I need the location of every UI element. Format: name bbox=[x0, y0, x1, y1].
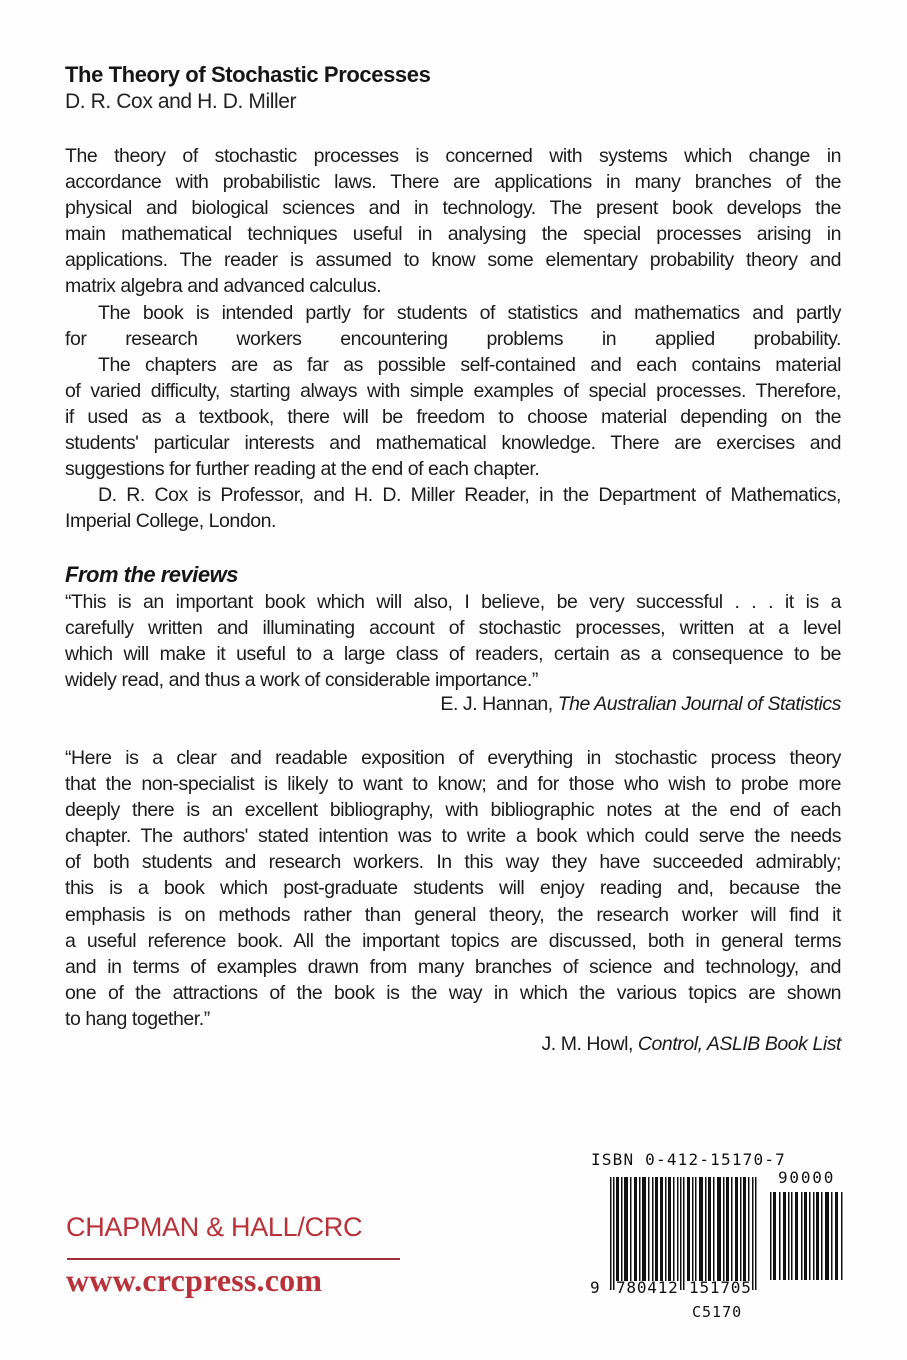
catalog-code: C5170 bbox=[692, 1303, 743, 1321]
description-line: suggestions for further reading at the end of each chapter. bbox=[65, 458, 540, 481]
description-line: The chapters are as far as possible self-contained and each contains material bbox=[98, 353, 841, 376]
review-line: one of the attractions of the book is the way in which the various topics are shown bbox=[65, 981, 841, 1004]
review-attribution bbox=[440, 693, 841, 716]
review-line: that the non-specialist is likely to want to know; and for those who wish to probe more bbox=[65, 773, 841, 796]
description-line: main mathematical techniques useful in analysing the special processes arising in bbox=[65, 223, 841, 246]
reviews-heading: From the reviews bbox=[65, 562, 238, 587]
review-line: “Here is a clear and readable exposition of everything in stochastic process theory bbox=[65, 747, 841, 769]
review-line: widely read, and thus a work of considerable importance.” bbox=[65, 669, 538, 692]
ean-remaining-digits: 780412 151705 bbox=[616, 1278, 752, 1297]
review-quote bbox=[65, 589, 841, 693]
book-authors: D. R. Cox and H. D. Miller bbox=[65, 90, 297, 113]
description-line: The theory of stochastic processes is concerned with systems which change in bbox=[65, 145, 841, 167]
review-quote bbox=[65, 745, 841, 1032]
description-line: D. R. Cox is Professor, and H. D. Miller Reader, in the Department of Mathematics, bbox=[98, 484, 841, 507]
reviewer-name: E. J. Hannan, bbox=[440, 693, 558, 715]
ean-barcode-bars-icon bbox=[610, 1177, 758, 1290]
publisher-divider bbox=[67, 1258, 400, 1260]
description-line: of varied difficulty, starting always with simple examples of special processes. Therefore, bbox=[65, 379, 841, 402]
review-line: this is a book which post-graduate students will enjoy reading and, because the bbox=[65, 877, 841, 900]
price-code: 90000 bbox=[778, 1168, 836, 1187]
description-line: if used as a textbook, there will be freedom to choose material depending on the bbox=[65, 405, 841, 428]
book-title: The Theory of Stochastic Processes bbox=[65, 62, 431, 87]
description-line: applications. The reader is assumed to know some elementary probability theory and bbox=[65, 249, 841, 272]
description-line: for research workers encountering problems in applied probability. bbox=[65, 327, 841, 350]
review-attribution bbox=[541, 1033, 841, 1056]
description-line: Imperial College, London. bbox=[65, 510, 276, 533]
review-line: and in terms of examples drawn from many branches of science and technology, and bbox=[65, 955, 841, 978]
isbn-barcode bbox=[588, 1150, 858, 1330]
description-line: matrix algebra and advanced calculus. bbox=[65, 275, 382, 298]
description-line: physical and biological sciences and in technology. The present book develops the bbox=[65, 197, 841, 220]
review-line: of both students and research workers. In this way they have succeeded admirably; bbox=[65, 851, 841, 874]
review-line: carefully written and illuminating account of stochastic processes, written at a level bbox=[65, 617, 841, 640]
review-line: “This is an important book which will also, I believe, be very successful . . . it is a bbox=[65, 591, 841, 613]
publisher-url: www.crcpress.com bbox=[66, 1262, 323, 1298]
book-description bbox=[65, 143, 841, 534]
review-line: a useful reference book. All the important topics are discussed, both in general terms bbox=[65, 929, 841, 952]
description-line: accordance with probabilistic laws. There are applications in many branches of the bbox=[65, 171, 841, 194]
review-source: The Australian Journal of Statistics bbox=[557, 693, 841, 715]
addon-barcode-bars-icon bbox=[770, 1192, 845, 1280]
review-line: which will make it useful to a large class of readers, certain as a consequence to be bbox=[65, 643, 841, 666]
ean-first-digit: 9 bbox=[590, 1278, 601, 1297]
isbn-number: ISBN 0-412-15170-7 bbox=[591, 1150, 786, 1169]
review-line: chapter. The authors' stated intention was to write a book which could serve the needs bbox=[65, 825, 841, 848]
publisher-name: CHAPMAN & HALL/CRC bbox=[66, 1212, 363, 1242]
review-line: deeply there is an excellent bibliography, with bibliographic notes at the end of each bbox=[65, 799, 841, 822]
review-line: emphasis is on methods rather than general theory, the research worker will find it bbox=[65, 903, 841, 926]
description-line: students' particular interests and mathematical knowledge. There are exercises and bbox=[65, 432, 841, 455]
review-line: to hang together.” bbox=[65, 1007, 210, 1030]
review-source: Control, ASLIB Book List bbox=[637, 1033, 841, 1055]
reviewer-name: J. M. Howl, bbox=[541, 1033, 638, 1055]
description-line: The book is intended partly for students of statistics and mathematics and partly bbox=[98, 301, 841, 324]
